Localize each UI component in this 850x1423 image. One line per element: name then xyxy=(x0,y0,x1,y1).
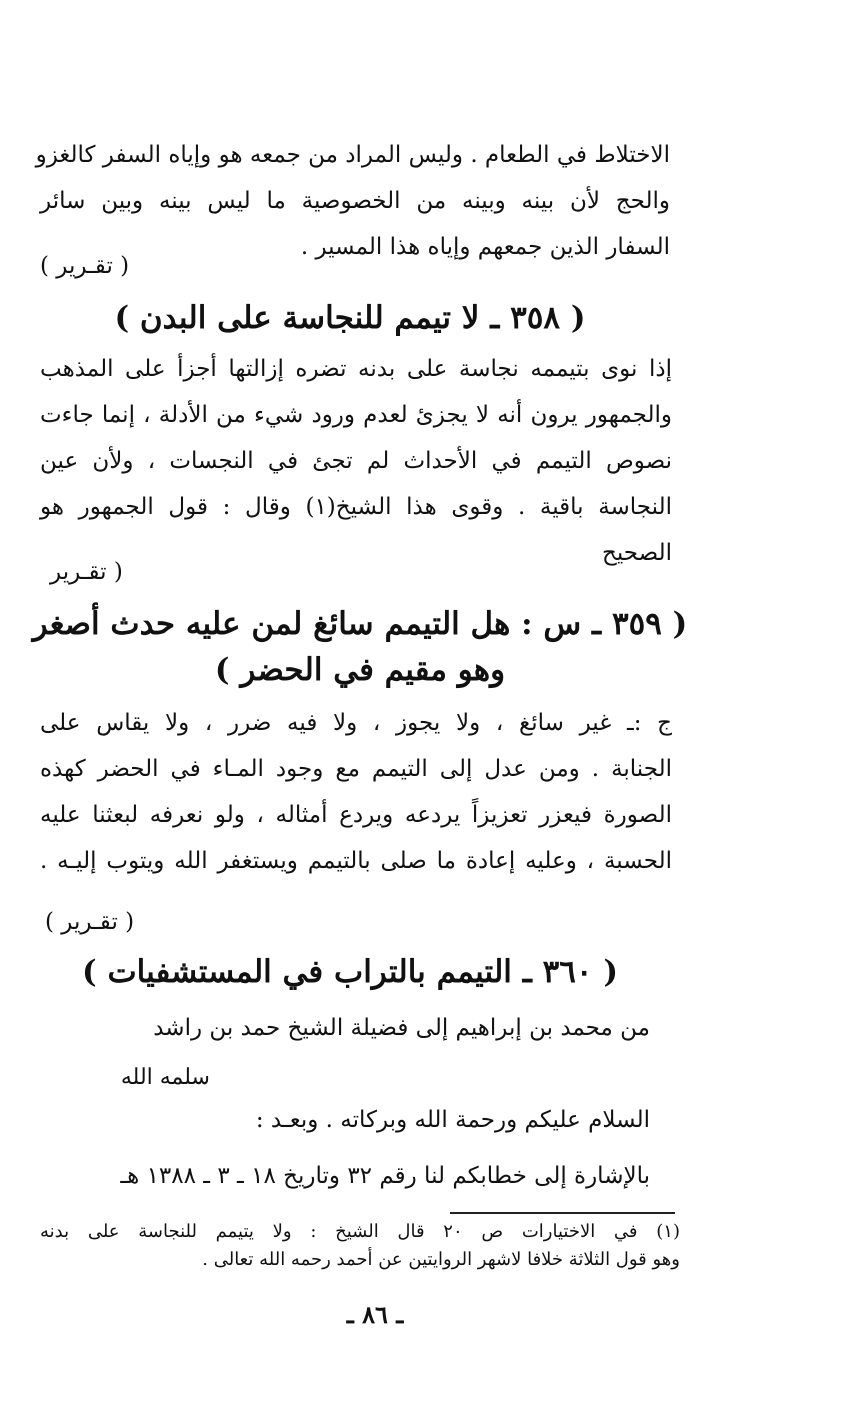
footnote-line: وهو قول الثلاثة خلافا لاشهر الروايتين عن أحمد رحمه الله تعالى . xyxy=(202,1249,680,1270)
footnote-divider xyxy=(450,1212,675,1214)
text-line: الحسبة ، وعليه إعادة ما صلى بالتيمم ويستغفر الله ويتوب إليـه . xyxy=(40,848,672,874)
section-358-body xyxy=(40,346,672,576)
text-line: والجمهور يرون أنه لا يجزئ لعدم ورود شيء من الأدلة ، إنما جاءت xyxy=(40,402,672,428)
text-line: الجنابة . ومن عدل إلى التيمم مع وجود المـاء في الحضر كهذه xyxy=(40,756,672,782)
letter-salutation: سلمه الله xyxy=(120,1065,210,1090)
section-heading-358: ( ٣٥٨ ـ لا تيمم للنجاسة على البدن ) xyxy=(114,300,586,336)
section-359-body xyxy=(40,700,672,884)
text-line: والحج لأن بينه وبينه من الخصوصية ما ليس بينه وبين سائر xyxy=(40,188,670,214)
footnotes xyxy=(40,1218,680,1274)
letter-greeting: السلام عليكم ورحمة الله وبركاته . وبعـد : xyxy=(255,1107,650,1133)
footnote-line: (١) في الاختيارات ص ٢٠ قال الشيخ : ولا يتيمم للنجاسة على بدنه xyxy=(40,1221,680,1242)
text-line: الصحيح xyxy=(602,540,672,566)
letter-reference: بالإشارة إلى خطابكم لنا رقم ٣٢ وتاريخ ١٨ ـ ٣ ـ ١٣٨٨ هـ xyxy=(120,1163,650,1189)
source-note: ( تقـرير xyxy=(50,559,123,585)
page-number: ـ ٨٦ ـ xyxy=(346,1300,404,1329)
section-heading-360: ( ٣٦٠ ـ التيمم بالتراب في المستشفيات ) xyxy=(82,954,618,990)
source-note: ( تقـرير ) xyxy=(45,909,135,935)
text-line: النجاسة باقية . وقوى هذا الشيخ(١) وقال : قول الجمهور هو xyxy=(40,494,672,520)
text-line: ج :ـ غير سائغ ، ولا يجوز ، ولا فيه ضرر ، ولا يقاس على xyxy=(40,710,672,736)
section-heading-359-line2: وهو مقيم في الحضر ) xyxy=(214,652,506,688)
source-note: ( تقـرير ) xyxy=(40,253,130,279)
section-heading-359-line1: ( ٣٥٩ ـ س : هل التيمم سائغ لمن عليه حدث أصغر xyxy=(32,606,688,642)
letter-from-line: من محمد بن إبراهيم إلى فضيلة الشيخ حمد بن راشد xyxy=(153,1015,650,1041)
text-line: الاختلاط في الطعام . وليس المراد من جمعه هو وإياه السفر كالغزو xyxy=(35,142,670,168)
text-line: السفار الذين جمعهم وإياه هذا المسير . xyxy=(300,234,670,260)
text-line: الصورة فيعزر تعزيزاً يردعه ويردع أمثاله ، ولو نعرفه لبعثنا عليه xyxy=(40,802,672,828)
text-line: نصوص التيمم في الأحداث لم تجئ في النجسات ، ولأن عين xyxy=(40,448,672,474)
text-line: إذا نوى بتيممه نجاسة على بدنه تضره إزالتها أجزأ على المذهب xyxy=(40,356,672,382)
intro-paragraph xyxy=(35,132,670,270)
